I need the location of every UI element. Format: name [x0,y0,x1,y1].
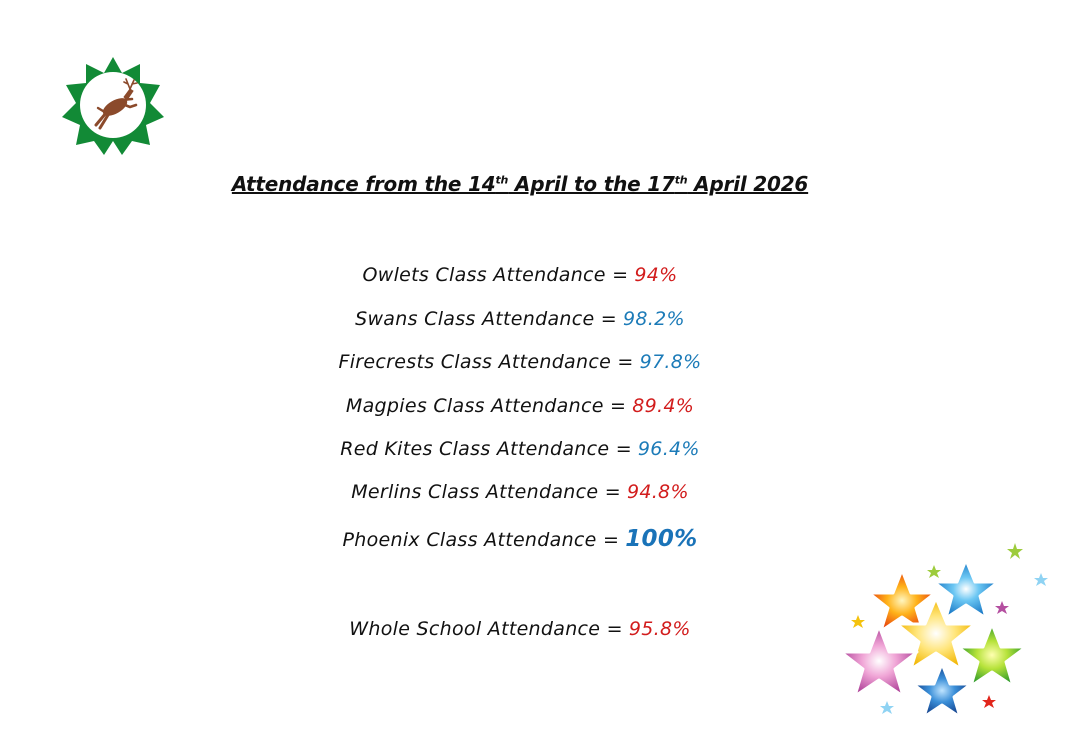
attendance-row-owlets: Owlets Class Attendance = 94% [362,264,678,286]
star-pink [841,626,917,696]
attendance-row-whole-school: Whole School Attendance = 95.8% [349,618,691,640]
attendance-row-swans: Swans Class Attendance = 98.2% [355,308,685,330]
colorful-stars-icon [832,538,1052,728]
attendance-row-red-kites: Red Kites Class Attendance = 96.4% [340,438,700,460]
attendance-row-magpies: Magpies Class Attendance = 89.4% [345,395,695,417]
star-green [958,624,1026,686]
school-logo-icon [60,55,166,155]
attendance-row-phoenix: Phoenix Class Attendance = 100% [342,526,698,552]
star-navy [913,664,971,717]
attendance-row-merlins: Merlins Class Attendance = 94.8% [351,481,689,503]
attendance-row-firecrests: Firecrests Class Attendance = 97.8% [338,351,702,373]
star-blue [934,560,998,618]
page-title: Attendance from the 14th April to the 17th April 2026 [231,172,809,196]
